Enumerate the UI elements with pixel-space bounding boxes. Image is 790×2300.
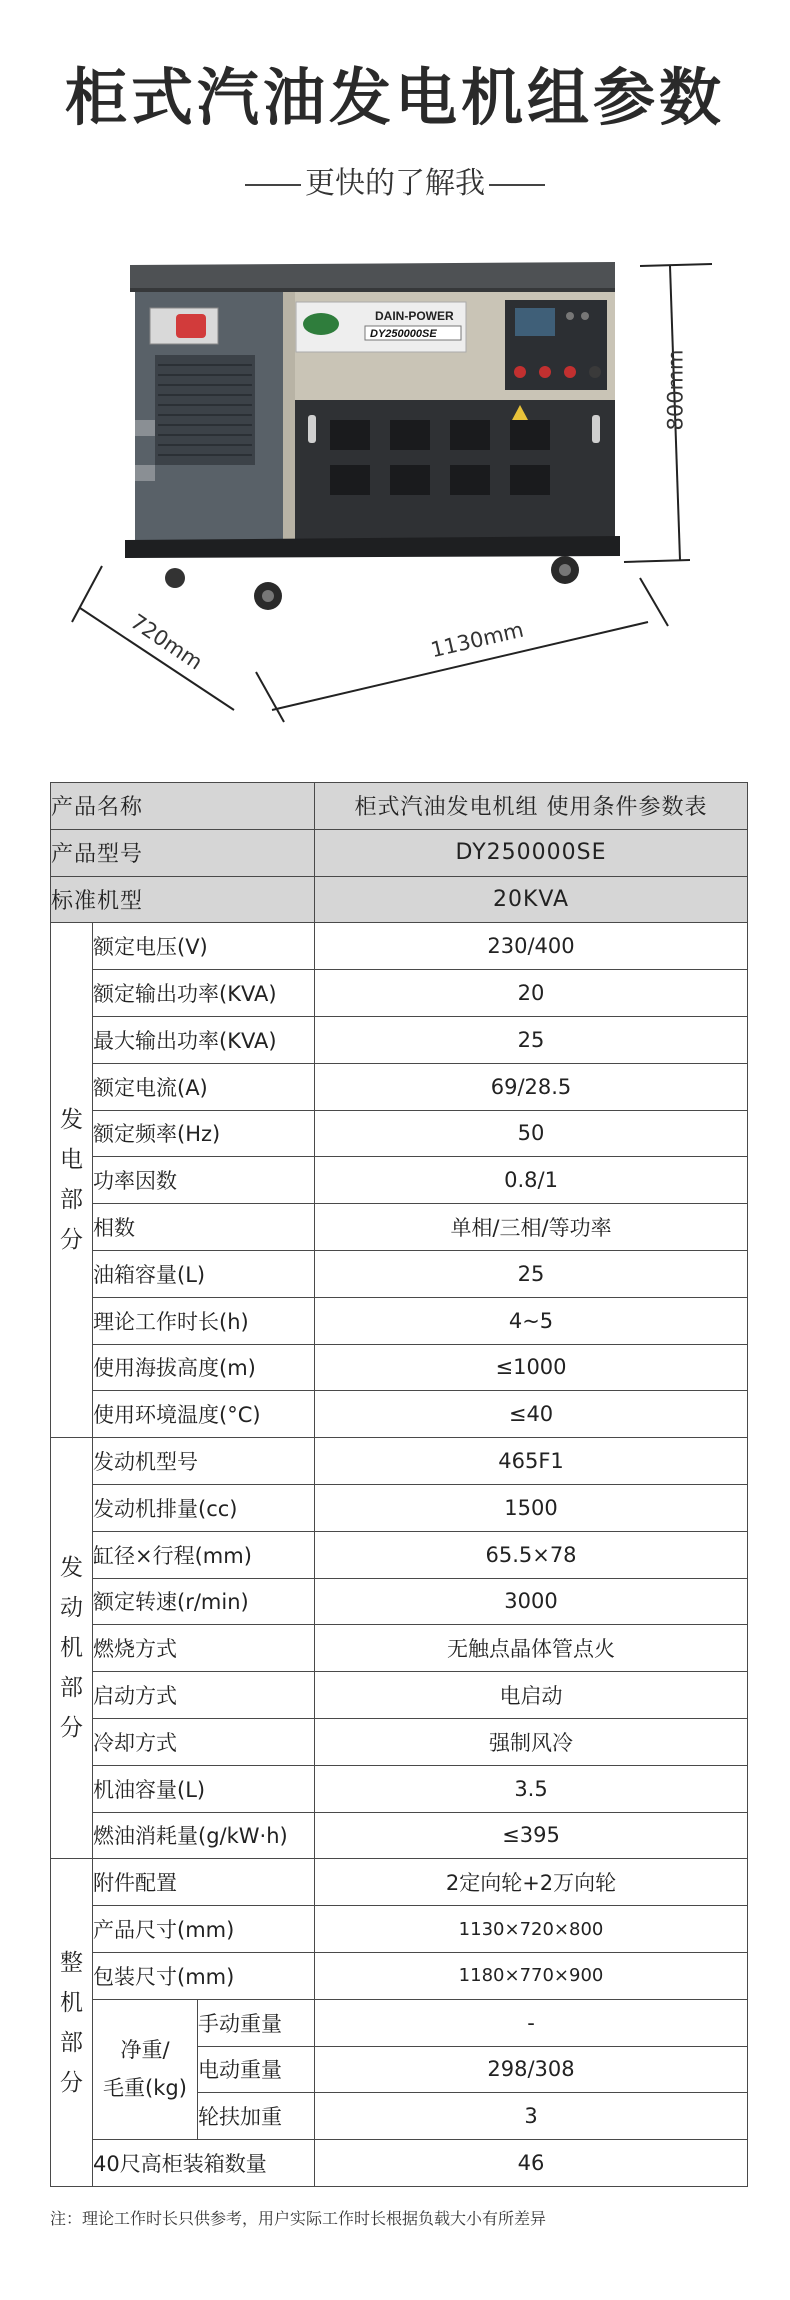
- product-figure: [0, 240, 790, 760]
- row-label: 额定输出功率(KVA): [93, 970, 315, 1017]
- row-label: 油箱容量(L): [93, 1250, 315, 1297]
- table-row: [51, 1344, 748, 1391]
- table-row: [51, 1157, 748, 1204]
- row-value: 230/400: [315, 923, 748, 970]
- row-value: 1180×770×900: [315, 1952, 748, 1999]
- table-row: [51, 923, 748, 970]
- page-title: 柜式汽油发电机组参数: [64, 61, 725, 134]
- table-row: [51, 1531, 748, 1578]
- table-row: [51, 1438, 748, 1485]
- height-dimension: 800mm: [663, 349, 688, 431]
- row-value: 电启动: [315, 1672, 748, 1719]
- row-label: 燃烧方式: [93, 1625, 315, 1672]
- table-row: [51, 970, 748, 1017]
- generator-illustration: [0, 240, 790, 760]
- table-row: [51, 1718, 748, 1765]
- row-value: 3: [315, 2093, 748, 2140]
- subtitle-right-rule: [489, 184, 545, 186]
- whole-machine-section-label: 整 机 部 分: [51, 1859, 93, 2187]
- table-row: [51, 1204, 748, 1251]
- depth-dimension: 720mm: [126, 609, 207, 675]
- row-value: ≤40: [315, 1391, 748, 1438]
- row-value: 25: [315, 1016, 748, 1063]
- product-model-label: 产品型号: [51, 829, 315, 876]
- table-row: [51, 1484, 748, 1531]
- table-row: [51, 1297, 748, 1344]
- standard-model-label: 标准机型: [51, 876, 315, 923]
- table-row: [51, 1063, 748, 1110]
- model-plate: DY250000SE: [370, 328, 437, 340]
- subtitle-text: 更快的了解我: [305, 166, 485, 201]
- spec-table: [50, 782, 748, 2187]
- row-label: 额定电压(V): [93, 923, 315, 970]
- table-row: [51, 1952, 748, 1999]
- row-value: 25: [315, 1250, 748, 1297]
- standard-model-value: 20KVA: [315, 876, 748, 923]
- table-row: [51, 783, 748, 830]
- row-label: 手动重量: [198, 1999, 315, 2046]
- net-gross-weight-label: 净重/ 毛重(kg): [93, 1999, 198, 2139]
- row-label: 电动重量: [198, 2046, 315, 2093]
- row-label: 额定频率(Hz): [93, 1110, 315, 1157]
- row-label: 额定转速(r/min): [93, 1578, 315, 1625]
- caster-wheel-icon: [165, 568, 185, 588]
- table-row: [51, 1110, 748, 1157]
- row-label: 额定电流(A): [93, 1063, 315, 1110]
- row-value: 65.5×78: [315, 1531, 748, 1578]
- row-label: 使用海拔高度(m): [93, 1344, 315, 1391]
- page-subtitle: [0, 158, 790, 202]
- row-label: 机油容量(L): [93, 1765, 315, 1812]
- row-value: 强制风冷: [315, 1718, 748, 1765]
- row-label: 缸径×行程(mm): [93, 1531, 315, 1578]
- footnote: 注：理论工作时长只供参考，用户实际工作时长根据负载大小有所差异: [50, 2209, 547, 2228]
- row-label: 燃油消耗量(g/kW·h): [93, 1812, 315, 1859]
- brand-logo-icon: [303, 313, 339, 335]
- row-label: 产品尺寸(mm): [93, 1906, 315, 1953]
- table-row: [51, 1578, 748, 1625]
- table-row: [51, 1672, 748, 1719]
- table-row: [51, 1765, 748, 1812]
- row-value: 1500: [315, 1484, 748, 1531]
- row-value: ≤395: [315, 1812, 748, 1859]
- table-row: [51, 1250, 748, 1297]
- table-row: [51, 1812, 748, 1859]
- row-label: 40尺高柜装箱数量: [93, 2140, 315, 2187]
- row-label: 使用环境温度(°C): [93, 1391, 315, 1438]
- row-value: 69/28.5: [315, 1063, 748, 1110]
- row-value: 2定向轮+2万向轮: [315, 1859, 748, 1906]
- row-value: 1130×720×800: [315, 1906, 748, 1953]
- row-value: -: [315, 1999, 748, 2046]
- table-row: [51, 1906, 748, 1953]
- row-value: 0.8/1: [315, 1157, 748, 1204]
- table-row: [51, 1391, 748, 1438]
- table-row: [51, 1859, 748, 1906]
- subtitle-left-rule: [245, 184, 301, 186]
- table-row: [51, 1625, 748, 1672]
- row-label: 功率因数: [93, 1157, 315, 1204]
- row-value: 298/308: [315, 2046, 748, 2093]
- width-dimension: 1130mm: [428, 617, 526, 663]
- row-value: ≤1000: [315, 1344, 748, 1391]
- generator-top: [130, 262, 615, 288]
- row-value: 4~5: [315, 1297, 748, 1344]
- table-row: [51, 876, 748, 923]
- row-value: 单相/三相/等功率: [315, 1204, 748, 1251]
- table-row: [51, 1999, 748, 2046]
- row-value: 50: [315, 1110, 748, 1157]
- row-label: 冷却方式: [93, 1718, 315, 1765]
- row-value: 46: [315, 2140, 748, 2187]
- product-model-value: DY250000SE: [315, 829, 748, 876]
- row-label: 启动方式: [93, 1672, 315, 1719]
- row-label: 轮扶加重: [198, 2093, 315, 2140]
- row-label: 附件配置: [93, 1859, 315, 1906]
- generator-section-label: 发 电 部 分: [51, 923, 93, 1438]
- row-value: 465F1: [315, 1438, 748, 1485]
- row-value: 20: [315, 970, 748, 1017]
- row-label: 发动机排量(cc): [93, 1484, 315, 1531]
- table-row: [51, 2140, 748, 2187]
- row-value: 3000: [315, 1578, 748, 1625]
- engine-section-label: 发 动 机 部 分: [51, 1438, 93, 1859]
- table-row: [51, 1016, 748, 1063]
- row-value: 3.5: [315, 1765, 748, 1812]
- row-label: 理论工作时长(h): [93, 1297, 315, 1344]
- row-label: 最大输出功率(KVA): [93, 1016, 315, 1063]
- row-label: 发动机型号: [93, 1438, 315, 1485]
- product-name-label: 产品名称: [51, 783, 315, 830]
- product-name-value: 柜式汽油发电机组 使用条件参数表: [315, 783, 748, 830]
- table-row: [51, 829, 748, 876]
- row-label: 相数: [93, 1204, 315, 1251]
- row-label: 包装尺寸(mm): [93, 1952, 315, 1999]
- brand-name: DAIN-POWER: [375, 309, 454, 323]
- row-value: 无触点晶体管点火: [315, 1625, 748, 1672]
